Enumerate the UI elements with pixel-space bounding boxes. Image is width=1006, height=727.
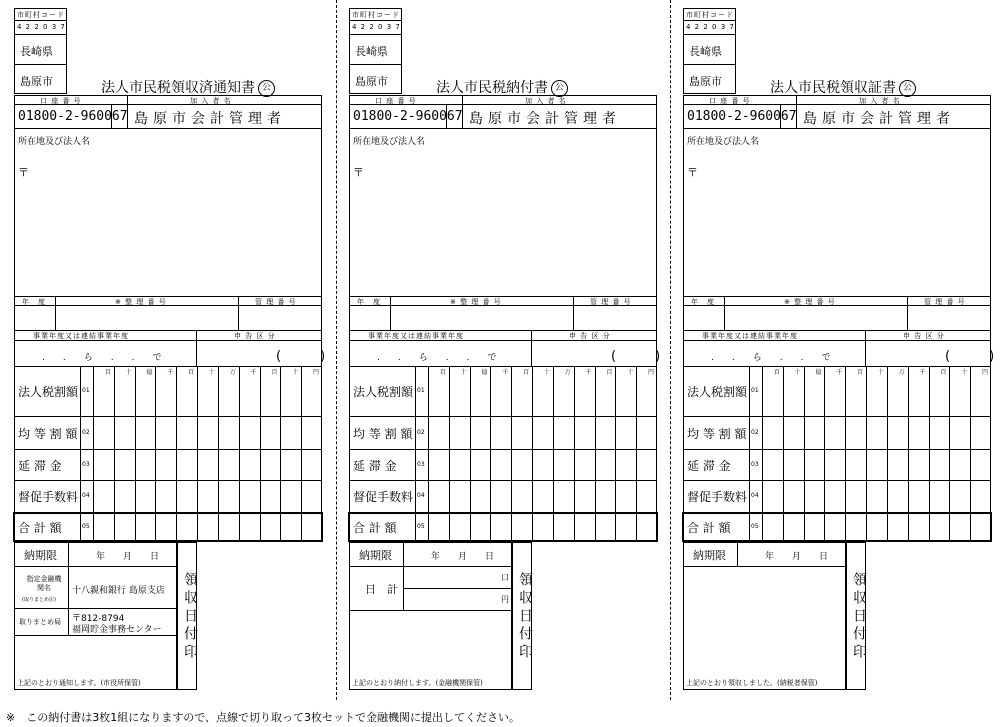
digit-unit-label: 十 [877, 369, 884, 376]
digit-unit-label: 億 [481, 369, 488, 376]
amounts-table [349, 366, 657, 542]
digit-unit-label: 百 [857, 369, 864, 376]
footer-note: 上記のとおり納付します。(金融機関保管) [352, 679, 483, 687]
lower-left-box [349, 542, 512, 690]
amount-row-label: 合 計 額 [353, 521, 397, 535]
city-code: 4 2 2 0 3 7 [352, 23, 401, 31]
payee-name: 島原市会計管理者 [803, 111, 955, 127]
receipt-stamp-label: 領収日付印 [517, 572, 533, 662]
lower-left-box [683, 542, 846, 690]
digit-unit-label: 千 [250, 369, 257, 376]
report-type-paren: ( ) [276, 349, 326, 364]
digit-unit-label: 百 [940, 369, 947, 376]
digit-unit-label: 千 [585, 369, 592, 376]
digit-unit-label: 円 [982, 369, 989, 376]
collection-zip: 〒812-8794 [72, 614, 125, 624]
postal-mark: 〒 [353, 166, 364, 179]
amount-row-label: 均 等 割 額 [353, 426, 413, 441]
digit-unit-label: 千 [919, 369, 926, 376]
digit-unit-label: 十 [292, 369, 299, 376]
total-row-highlight [13, 512, 323, 542]
period-range: . . ら . . で [377, 353, 497, 363]
serial-label: ※ 整 理 番 号 [450, 298, 502, 306]
unit-yen: 円 [501, 595, 509, 604]
amount-row-label: 督促手数料 [18, 490, 79, 504]
bank-label: 指定金融機関名 [26, 575, 62, 592]
amount-row-code: 02 [82, 428, 90, 436]
payee-label: 加 入 者 名 [525, 97, 567, 105]
digit-unit-label: 百 [271, 369, 278, 376]
digit-unit-label: 万 [229, 369, 236, 376]
account-label: 口 座 番 号 [40, 97, 82, 105]
amount-row-code: 04 [751, 492, 759, 499]
collection-office-name: 福岡貯金事務センター [72, 625, 162, 635]
amount-row-label: 法人税割額 [687, 385, 748, 399]
amount-row-code: 04 [82, 492, 90, 499]
amount-row-code: 02 [417, 428, 425, 436]
manage-label: 管 理 番 号 [255, 298, 297, 306]
daily-total-label: 日 計 [365, 583, 398, 596]
city-name: 島原市 [20, 75, 53, 88]
payee-label: 加 入 者 名 [859, 97, 901, 105]
amount-row-label: 督促手数料 [353, 490, 414, 504]
footer-note: 上記のとおり領収しました。(納税者保管) [686, 679, 818, 687]
period-range: . . ら . . で [711, 353, 831, 363]
city-code-label: 市町村コード [17, 11, 65, 19]
total-row-highlight [682, 512, 992, 542]
period-range: . . ら . . で [42, 353, 162, 363]
digit-unit-label: 円 [313, 369, 320, 376]
digit-unit-label: 億 [815, 369, 822, 376]
report-type-label: 申 告 区 分 [569, 332, 611, 340]
account-label: 口 座 番 号 [375, 97, 417, 105]
form-title-text: 法人市民税納付書 [436, 80, 548, 96]
amount-row-code: 05 [417, 523, 425, 530]
serial-label: ※ 整 理 番 号 [115, 298, 167, 306]
year-label: 年 度 [691, 298, 715, 306]
digit-unit-label: 百 [104, 369, 111, 376]
report-type-label: 申 告 区 分 [234, 332, 276, 340]
deadline-label: 納期限 [359, 549, 392, 562]
amount-row-code: 03 [82, 460, 90, 468]
prefecture: 長崎県 [20, 45, 53, 58]
digit-unit-label: 十 [125, 369, 132, 376]
period-label: 事業年度又は連結事業年度 [368, 332, 464, 340]
account-number: 01800-2-960067 [18, 109, 128, 124]
public-seal: 公 [258, 80, 275, 97]
manage-label: 管 理 番 号 [924, 298, 966, 306]
amount-row-label: 法人税割額 [353, 385, 414, 399]
payee-name: 島原市会計管理者 [134, 111, 286, 127]
digit-unit-label: 百 [773, 369, 780, 376]
digit-unit-label: 千 [167, 369, 174, 376]
digit-unit-label: 十 [543, 369, 550, 376]
manage-label: 管 理 番 号 [590, 298, 632, 306]
unit-pieces: 口 [501, 573, 509, 582]
serial-label: ※ 整 理 番 号 [784, 298, 836, 306]
digit-unit-label: 百 [523, 369, 530, 376]
amount-row-label: 延 滞 金 [353, 458, 397, 473]
amounts-table [683, 366, 991, 542]
bank-name: 十八親和銀行 島原支店 [72, 586, 165, 596]
bank-sub-label: (取りまとめ店) [22, 597, 56, 603]
cut-line-2 [670, 0, 671, 700]
report-type-paren: ( ) [611, 349, 661, 364]
amount-row-code: 01 [417, 387, 425, 394]
period-label: 事業年度又は連結事業年度 [33, 332, 129, 340]
deadline-label: 納期限 [693, 549, 726, 562]
digit-unit-label: 百 [439, 369, 446, 376]
deadline-ymd: 年 月 日 [96, 552, 160, 562]
account-number: 01800-2-960067 [687, 109, 797, 124]
report-type-label: 申 告 区 分 [903, 332, 945, 340]
postal-mark: 〒 [18, 166, 29, 179]
prefecture: 長崎県 [355, 45, 388, 58]
period-label: 事業年度又は連結事業年度 [702, 332, 798, 340]
form-title-text: 法人市民税領収済通知書 [101, 80, 255, 96]
digit-unit-label: 億 [146, 369, 153, 376]
amount-row-code: 03 [751, 460, 759, 468]
form-title [436, 77, 568, 97]
digit-unit-label: 十 [794, 369, 801, 376]
city-code-label: 市町村コード [686, 11, 734, 19]
payee-name: 島原市会計管理者 [469, 111, 621, 127]
tax-form-2 [335, 0, 661, 695]
digit-unit-label: 百 [188, 369, 195, 376]
report-type-paren: ( ) [945, 349, 995, 364]
amount-row-label: 合 計 額 [18, 521, 62, 535]
collection-office-label: 取りまとめ局 [19, 618, 61, 626]
digit-unit-label: 十 [460, 369, 467, 376]
digit-unit-label: 万 [898, 369, 905, 376]
footer-note: 上記のとおり通知します。(市役所保管) [17, 679, 141, 687]
digit-unit-label: 千 [502, 369, 509, 376]
amount-row-label: 均 等 割 額 [687, 426, 747, 441]
receipt-stamp-label: 領収日付印 [182, 572, 198, 662]
address-label: 所在地及び法人名 [353, 137, 426, 147]
year-label: 年 度 [357, 298, 381, 306]
amount-row-code: 01 [82, 387, 90, 394]
amount-row-label: 法人税割額 [18, 385, 79, 399]
digit-unit-label: 円 [648, 369, 655, 376]
public-seal: 公 [551, 80, 568, 97]
amount-row-label: 延 滞 金 [18, 458, 62, 473]
digit-unit-label: 十 [961, 369, 968, 376]
digit-unit-label: 十 [208, 369, 215, 376]
amount-row-code: 05 [82, 523, 90, 530]
public-seal: 公 [899, 80, 916, 97]
receipt-stamp-label: 領収日付印 [851, 572, 867, 662]
digit-unit-label: 万 [564, 369, 571, 376]
amounts-table [14, 366, 322, 542]
postal-mark: 〒 [687, 166, 698, 179]
form-title [101, 77, 275, 97]
payee-label: 加 入 者 名 [190, 97, 232, 105]
deadline-ymd: 年 月 日 [765, 552, 829, 562]
digit-unit-label: 十 [627, 369, 634, 376]
account-label: 口 座 番 号 [709, 97, 751, 105]
amount-row-code: 01 [751, 387, 759, 394]
deadline-ymd: 年 月 日 [431, 552, 495, 562]
bottom-instruction: ※ この納付書は3枚1組になりますので、点線で切り取って3枚セットで金融機関に提出してください。 [6, 711, 520, 724]
tax-form-1 [0, 0, 326, 695]
tax-form-3 [669, 0, 995, 695]
city-code: 4 2 2 0 3 7 [17, 23, 66, 31]
city-name: 島原市 [355, 75, 388, 88]
address-label: 所在地及び法人名 [687, 137, 760, 147]
digit-unit-label: 千 [836, 369, 843, 376]
city-code: 4 2 2 0 3 7 [686, 23, 735, 31]
amount-row-label: 均 等 割 額 [18, 426, 78, 441]
amount-row-label: 合 計 額 [687, 521, 731, 535]
address-label: 所在地及び法人名 [18, 137, 91, 147]
account-number: 01800-2-960067 [353, 109, 463, 124]
amount-row-code: 05 [751, 523, 759, 530]
amount-row-label: 督促手数料 [687, 490, 748, 504]
prefecture: 長崎県 [689, 45, 722, 58]
cut-line-1 [336, 0, 337, 700]
amount-row-label: 延 滞 金 [687, 458, 731, 473]
digit-unit-label: 百 [606, 369, 613, 376]
city-name: 島原市 [689, 75, 722, 88]
amount-row-code: 03 [417, 460, 425, 468]
year-label: 年 度 [22, 298, 46, 306]
total-row-highlight [348, 512, 658, 542]
amount-row-code: 04 [417, 492, 425, 499]
deadline-label: 納期限 [24, 549, 57, 562]
form-title [770, 77, 916, 97]
form-title-text: 法人市民税領収証書 [770, 80, 896, 96]
amount-row-code: 02 [751, 428, 759, 436]
city-code-label: 市町村コード [352, 11, 400, 19]
